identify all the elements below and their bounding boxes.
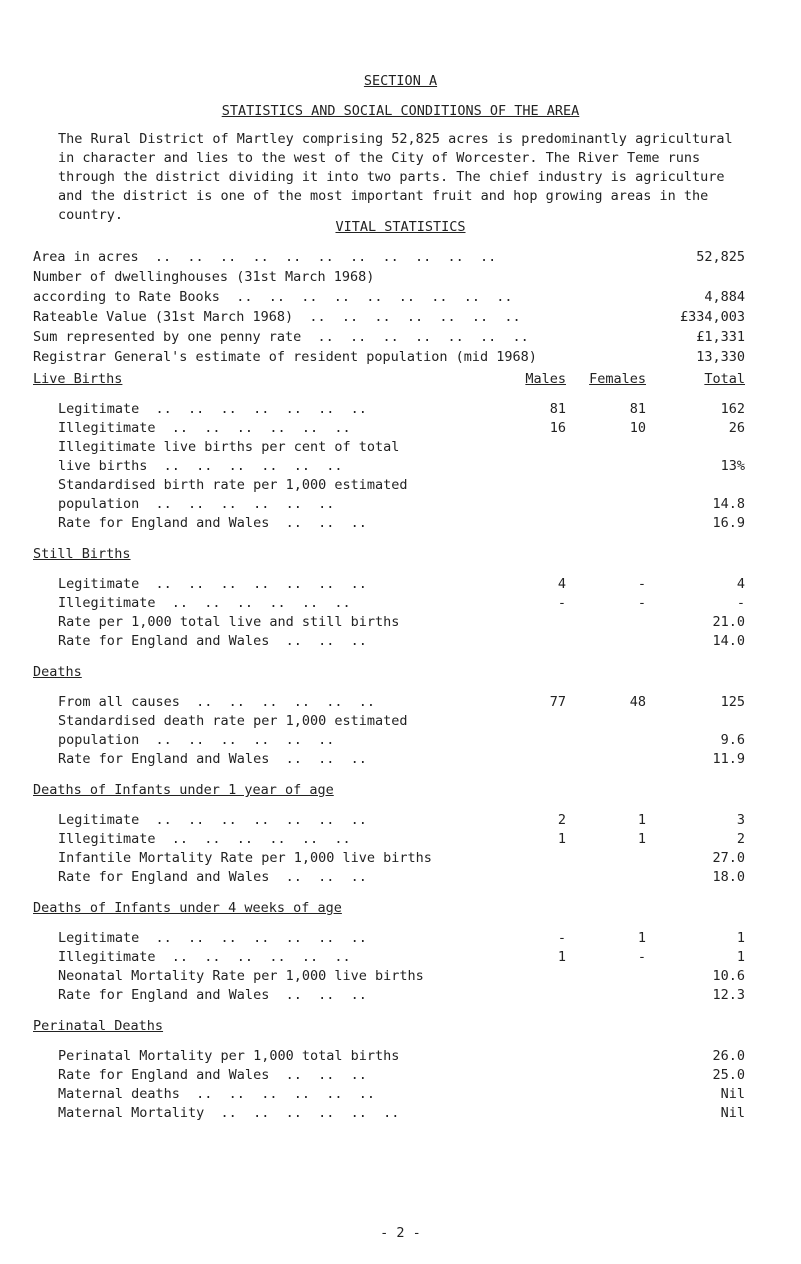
cell-total: 1: [736, 949, 745, 965]
row-label: Rate for England and Wales .. .. ..: [58, 633, 367, 649]
table-row: [0, 1085, 801, 1103]
section-heading: Deaths of Infants under 1 year of age: [33, 782, 334, 798]
vital-row: [0, 288, 801, 306]
cell-males: 16: [549, 420, 566, 436]
cell-total: -: [736, 595, 745, 611]
table-row: [0, 575, 801, 593]
row-label: Legitimate .. .. .. .. .. .. ..: [58, 576, 367, 592]
cell-females: -: [637, 949, 646, 965]
vital-label: Sum represented by one penny rate .. .. .. .. .. .. ..: [33, 329, 529, 345]
cell-total: 4: [736, 576, 745, 592]
row-label: Rate for England and Wales .. .. ..: [58, 515, 367, 531]
row-label: Illegitimate live births per cent of total: [58, 439, 400, 455]
row-label: Illegitimate .. .. .. .. .. ..: [58, 595, 351, 611]
section-heading: Deaths of Infants under 4 weeks of age: [33, 900, 342, 916]
table-row: [0, 1066, 801, 1084]
table-row: [0, 712, 801, 730]
cell-males: 77: [549, 694, 566, 710]
intro-paragraph: The Rural District of Martley comprising 52,825 acres is predominantly agricultural in character and lies to the west of the City of Worcester. The River Teme runs through the district dividing it into two parts. The chief industry is agriculture and the district is one of the most important fruit and hop growing areas in the country.: [58, 131, 733, 223]
cell-females: -: [637, 595, 646, 611]
section-heading: Still Births: [33, 546, 131, 562]
cell-males: 4: [557, 576, 566, 592]
table-row: [0, 811, 801, 829]
cell-total: Nil: [720, 1086, 745, 1102]
cell-total: 16.9: [712, 515, 745, 531]
table-row: [0, 929, 801, 947]
table-row: [0, 613, 801, 631]
vital-row: [0, 328, 801, 346]
cell-total: 26.0: [712, 1048, 745, 1064]
cell-total: 3: [736, 812, 745, 828]
cell-females: 81: [629, 401, 646, 417]
table-row: [0, 1104, 801, 1122]
cell-total: 26: [728, 420, 745, 436]
section-heading: Deaths: [33, 664, 82, 680]
row-label: Infantile Mortality Rate per 1,000 live births: [58, 850, 432, 866]
cell-total: 25.0: [712, 1067, 745, 1083]
cell-males: 1: [557, 831, 566, 847]
cell-females: 48: [629, 694, 646, 710]
cell-total: 10.6: [712, 968, 745, 984]
cell-total: 14.0: [712, 633, 745, 649]
table-row: [0, 849, 801, 867]
row-label: Rate per 1,000 total live and still births: [58, 614, 400, 630]
table-row: [0, 495, 801, 513]
vital-value: £1,331: [696, 329, 745, 345]
row-label: Legitimate .. .. .. .. .. .. ..: [58, 930, 367, 946]
cell-total: 14.8: [712, 496, 745, 512]
cell-males: 81: [549, 401, 566, 417]
row-label: Illegitimate .. .. .. .. .. ..: [58, 949, 351, 965]
row-label: Legitimate .. .. .. .. .. .. ..: [58, 812, 367, 828]
cell-females: -: [637, 576, 646, 592]
section-heading-live-births: Live Births: [33, 371, 123, 387]
row-label: Standardised birth rate per 1,000 estimated: [58, 477, 408, 493]
vital-row: [0, 268, 801, 286]
row-label: Illegitimate .. .. .. .. .. ..: [58, 831, 351, 847]
cell-total: 125: [720, 694, 745, 710]
cell-males: -: [557, 930, 566, 946]
page-number: - 2 -: [380, 1225, 421, 1241]
row-label: Perinatal Mortality per 1,000 total births: [58, 1048, 400, 1064]
cell-total: 2: [736, 831, 745, 847]
row-label: live births .. .. .. .. .. ..: [58, 458, 343, 474]
table-row: [0, 594, 801, 612]
row-label: Legitimate .. .. .. .. .. .. ..: [58, 401, 367, 417]
vital-row: [0, 308, 801, 326]
cell-males: -: [557, 595, 566, 611]
table-row: [0, 514, 801, 532]
cell-total: 9.6: [720, 732, 745, 748]
cell-males: 2: [557, 812, 566, 828]
col-head-males: Males: [525, 371, 566, 387]
row-label: Rate for England and Wales .. .. ..: [58, 869, 367, 885]
table-row: [0, 632, 801, 650]
table-row: [0, 457, 801, 475]
row-label: Rate for England and Wales .. .. ..: [58, 987, 367, 1003]
cell-females: 1: [637, 930, 646, 946]
vital-label: according to Rate Books .. .. .. .. .. .. .. .. ..: [33, 289, 513, 305]
table-row: [0, 476, 801, 494]
vital-label: Area in acres .. .. .. .. .. .. .. .. .. .. ..: [33, 249, 497, 265]
vital-label: Registrar General's estimate of resident population (mid 1968): [33, 349, 537, 365]
cell-total: 27.0: [712, 850, 745, 866]
row-label: Rate for England and Wales .. .. ..: [58, 751, 367, 767]
cell-females: 1: [637, 831, 646, 847]
cell-total: 18.0: [712, 869, 745, 885]
row-label: Standardised death rate per 1,000 estimated: [58, 713, 408, 729]
section-heading: Perinatal Deaths: [33, 1018, 164, 1034]
table-row: [0, 400, 801, 418]
table-row: [0, 967, 801, 985]
vital-value: £334,003: [679, 309, 745, 325]
table-row: [0, 868, 801, 886]
row-label: Illegitimate .. .. .. .. .. ..: [58, 420, 351, 436]
page-title: STATISTICS AND SOCIAL CONDITIONS OF THE AREA: [221, 103, 580, 119]
cell-females: 1: [637, 812, 646, 828]
vital-statistics-heading: VITAL STATISTICS: [335, 219, 466, 235]
cell-females: 10: [629, 420, 646, 436]
table-row: [0, 731, 801, 749]
cell-total: 21.0: [712, 614, 745, 630]
table-row: [0, 1047, 801, 1065]
table-row: [0, 986, 801, 1004]
section-heading: SECTION A: [363, 73, 438, 89]
vital-label: Number of dwellinghouses (31st March 1968): [33, 269, 375, 285]
vital-value: 13,330: [696, 349, 745, 365]
table-row: [0, 419, 801, 437]
row-label: population .. .. .. .. .. ..: [58, 732, 335, 748]
col-head-total: Total: [704, 371, 745, 387]
column-heads: [0, 370, 801, 388]
vital-value: 52,825: [696, 249, 745, 265]
col-head-females: Females: [589, 371, 646, 387]
row-label: Rate for England and Wales .. .. ..: [58, 1067, 367, 1083]
table-row: [0, 438, 801, 456]
cell-males: 1: [557, 949, 566, 965]
table-row: [0, 750, 801, 768]
row-label: Maternal Mortality .. .. .. .. .. ..: [58, 1105, 400, 1121]
row-label: Neonatal Mortality Rate per 1,000 live births: [58, 968, 424, 984]
cell-total: 12.3: [712, 987, 745, 1003]
cell-total: 13%: [720, 458, 745, 474]
row-label: Maternal deaths .. .. .. .. .. ..: [58, 1086, 375, 1102]
table-row: [0, 948, 801, 966]
cell-total: 1: [736, 930, 745, 946]
table-row: [0, 830, 801, 848]
row-label: population .. .. .. .. .. ..: [58, 496, 335, 512]
vital-value: 4,884: [704, 289, 745, 305]
row-label: From all causes .. .. .. .. .. ..: [58, 694, 375, 710]
vital-row: [0, 248, 801, 266]
vital-label: Rateable Value (31st March 1968) .. .. .. .. .. .. ..: [33, 309, 521, 325]
cell-total: 162: [720, 401, 745, 417]
table-row: [0, 693, 801, 711]
vital-row: [0, 348, 801, 366]
cell-total: 11.9: [712, 751, 745, 767]
cell-total: Nil: [720, 1105, 745, 1121]
